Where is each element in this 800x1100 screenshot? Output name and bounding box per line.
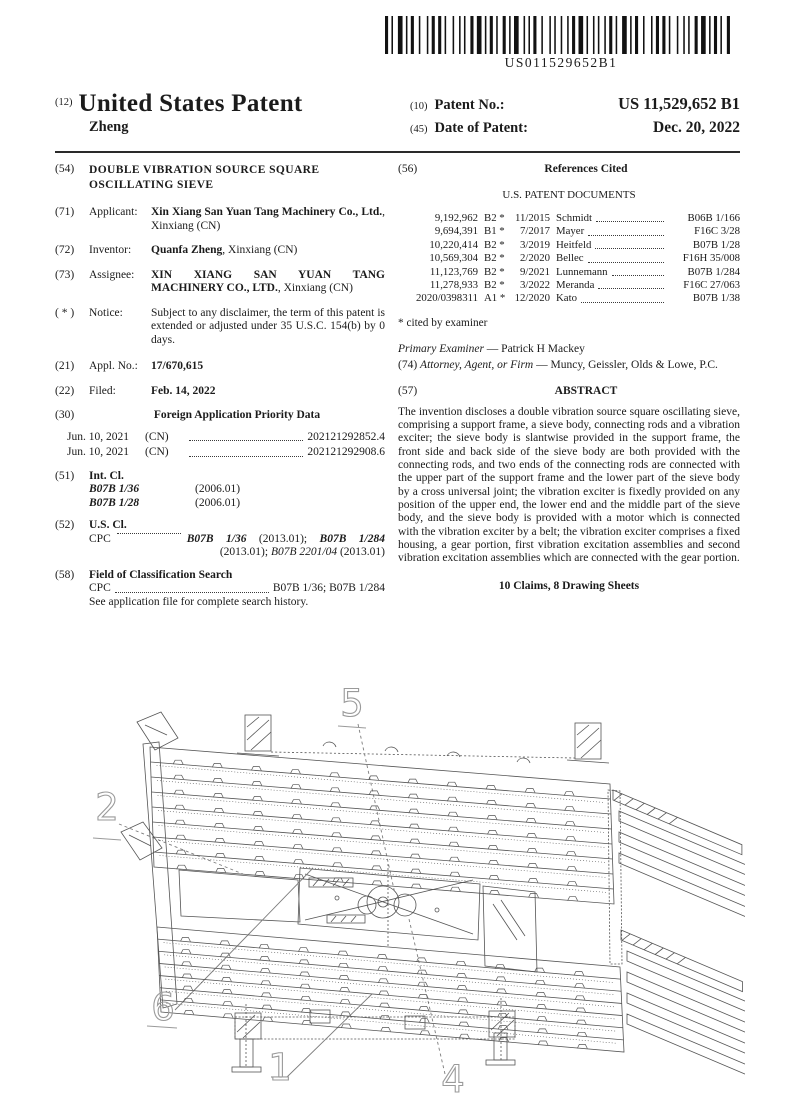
intcl-row [89,497,385,511]
dot-leader [612,266,664,276]
ref-class: B07B 1/38 [692,292,740,305]
dot-leader [588,225,664,235]
invention-title: DOUBLE VIBRATION SOURCE SQUARE OSCILLATING SIEVE [89,164,320,191]
barcode-text: US011529652B1 [504,55,618,70]
intcl-year: (2006.01) [195,483,241,495]
ref-class: F16C 27/063 [683,279,740,292]
reference-row [398,212,740,225]
appl-no-label: Appl. No.: [89,360,138,372]
field-22-num: (22) [55,384,75,397]
intcl-year: (2006.01) [195,496,241,509]
kind-code-12: (12) [55,97,73,108]
cpc-label: CPC [89,582,111,594]
reference-row [398,239,740,252]
cited-by-examiner-note: * cited by examiner [398,316,488,329]
appl-no-value: 17/670,615 [151,360,204,372]
patent-figure [85,672,745,1097]
field-57-abstract [398,385,740,399]
ref-name: Mayer [556,225,585,238]
field-73-num: (73) [55,268,75,281]
ref-date: 7/2017 [520,225,550,238]
ref-kind: B2 * [484,279,505,292]
references-table [398,212,740,306]
field-51-num: (51) [55,469,75,482]
reference-row [398,225,740,238]
dot-leader [588,252,664,262]
ref-class: B06B 1/166 [687,212,740,224]
ref-class: F16H 35/008 [682,252,740,265]
ref-name: Meranda [556,279,595,292]
assignee-value: XIN XIANG SAN YUAN TANG MACHINERY CO., LTD., Xinxiang (CN) [151,268,385,294]
inventor-value: Quanfa Zheng, Xinxiang (CN) [151,244,298,256]
reference-row [398,252,740,265]
patent-header [55,90,740,148]
attorney-line: (74) Attorney, Agent, or Firm — Muncy, Geissler, Olds & Lowe, P.C. [398,358,718,371]
reference-row [398,292,740,305]
reference-row [398,266,740,279]
field-71-num: (71) [55,206,75,218]
ref-date: 2/2020 [520,252,550,265]
ref-numeral-2: 2 [95,786,119,829]
notice-num: ( * ) [55,306,75,319]
field-21-num: (21) [55,360,75,372]
field-54-num: (54) [55,163,75,175]
ref-class: B07B 1/28 [692,238,740,251]
body-columns [55,163,740,609]
ref-class: B07B 1/284 [687,265,740,278]
search-label: Field of Classification Search [89,568,233,581]
ref-numeral-5: 5 [340,682,364,725]
uscl-cpc [89,533,385,560]
filed-value: Feb. 14, 2022 [151,384,216,397]
field-notice [55,307,385,348]
field-57-num: (57) [398,385,418,398]
search-cpc-value: B07B 1/36; B07B 1/284 [272,582,385,594]
figure-deck-texture [150,747,745,1076]
field-52-uscl [55,519,385,533]
intcl-code: B07B 1/28 [89,496,140,509]
ref-kind: B2 * [484,265,505,278]
field-58-num: (58) [55,568,75,581]
inventor-label: Inventor: [89,244,132,256]
inventor-surname: Zheng [89,119,129,135]
ref-name: Schmidt [556,212,592,224]
ref-number: 10,569,304 [429,252,478,265]
intcl-row [89,483,385,497]
ref-date: 9/2021 [520,265,550,278]
field-52-num: (52) [55,519,75,531]
notice-label: Notice: [89,306,123,319]
assignee-label: Assignee: [89,268,135,281]
patent-date-label: Date of Patent: [434,120,528,136]
priority-number: 202121292852.4 [307,430,385,443]
patent-date-value: Dec. 20, 2022 [653,119,740,136]
abstract-text: The invention discloses a double vibration source square oscillating sieve, comprising a support frame, a sieve body, connecting rods and a vibration exciter; the sieve body is slantwise provided in the support frame, the front side and back side of the sieve body are both provided with the connecting rods, and two ends of the connecting rods are connected with the upper part of the support frame and the lower part of the sieve body by a cross universal joint; the vibration exciter is fixedly provided on any position of the upper end, the lower end and the middle part of the sieve body, and the sieve body is provided with a motor which is connected with the vibration exciter by a belt; the vibration exciter comprises a fixed housing, a gear portion, first vibration excitation assemblies and second vibration excitation assemblies which are connected with the gear portion. [398,405,740,565]
dot-leader [595,239,664,249]
dot-leader [117,533,181,534]
right-column [398,163,740,609]
ref-kind: B2 * [484,238,505,251]
priority-title: Foreign Application Priority Data [153,409,321,421]
ref-kind: B2 * [484,252,505,265]
ref-numeral-6: 6 [151,986,175,1029]
header-divider [55,151,740,153]
ref-kind: B1 * [484,225,505,238]
dot-leader [189,431,303,442]
priority-date: Jun. 10, 2021 [67,430,129,443]
cpc-label: CPC [89,532,111,545]
priority-country: (CN) [145,430,169,443]
ref-numeral-4: 4 [441,1058,465,1097]
barcode-bars-icon [385,16,737,54]
ref-class: F16C 3/28 [694,225,740,238]
dot-leader [598,279,664,289]
intcl-label: Int. Cl. [89,469,124,482]
dot-leader [189,446,303,457]
ref-number: 2020/0398311 [416,292,478,305]
dot-leader [115,582,269,593]
ref-kind: B2 * [484,212,505,224]
applicant-label: Applicant: [89,206,138,218]
us-patent-documents-title: U.S. PATENT DOCUMENTS [502,188,636,201]
ref-name: Lunnemann [556,265,608,278]
patent-number-value: US 11,529,652 B1 [618,94,740,113]
figure-reference-numerals [95,682,465,1097]
field-51-intcl [55,470,385,484]
ref-kind: A1 * [484,292,506,305]
patent-date-row [410,117,740,140]
field-54-title [55,163,385,192]
field-21-appl-no [55,360,385,374]
ref-numeral-1: 1 [268,1046,292,1089]
references-title: References Cited [544,163,628,175]
left-column [55,163,385,609]
field-58-search [55,569,385,583]
field-22-filed [55,385,385,399]
ref-number: 9,192,962 [434,212,478,224]
patent-number-label: Patent No.: [434,97,505,113]
priority-date: Jun. 10, 2021 [67,446,129,458]
primary-examiner-line: Primary Examiner — Patrick H Mackey [398,343,585,356]
field-72-num: (72) [55,244,75,256]
cpc-codes: B07B 1/36 (2013.01); B07B 1/284 (2013.01); B07B 2201/04 (2013.01) [186,532,386,558]
intcl-code: B07B 1/36 [89,483,140,495]
notice-text: Subject to any disclaimer, the term of this patent is extended or adjusted under 35 U.S.C. 154(b) by 0 days. [151,306,385,346]
ref-number: 11,123,769 [429,265,478,278]
ref-date: 12/2020 [514,292,550,305]
claims-sheets-note: 10 Claims, 8 Drawing Sheets [498,580,640,593]
barcode [385,16,737,71]
priority-number: 202121292908.6 [307,446,385,458]
header-right [410,93,740,140]
reference-row [398,279,740,292]
search-note: See application file for complete search history. [89,595,309,608]
field-30-num: (30) [55,409,75,421]
applicant-value: Xin Xiang San Yuan Tang Machinery Co., Ltd., Xinxiang (CN) [151,206,385,232]
dot-leader [596,212,664,222]
ref-name: Heitfeld [556,238,592,251]
kind-code-45: (45) [410,124,428,135]
ref-date: 11/2015 [515,212,550,224]
filed-label: Filed: [89,384,116,397]
search-cpc-row [89,582,385,596]
ref-number: 10,220,414 [429,238,478,251]
abstract-title: ABSTRACT [554,385,618,398]
ref-number: 9,694,391 [434,225,478,238]
ref-date: 3/2019 [520,238,550,251]
field-72-inventor [55,244,385,258]
dot-leader [581,292,664,302]
field-73-assignee [55,269,385,296]
field-56-references [398,163,740,177]
field-56-num: (56) [398,163,418,175]
priority-country: (CN) [145,446,169,458]
ref-number: 11,278,933 [429,279,478,292]
patent-number-row [410,93,740,117]
ref-name: Bellec [556,252,584,265]
field-30-priority [55,409,385,423]
ref-name: Kato [556,292,577,305]
kind-code-10: (10) [410,101,428,112]
field-71-applicant [55,206,385,233]
ref-date: 3/2022 [520,279,550,292]
priority-row [67,446,385,460]
page-title: United States Patent [78,90,303,117]
uscl-label: U.S. Cl. [89,519,127,531]
priority-row [67,431,385,445]
